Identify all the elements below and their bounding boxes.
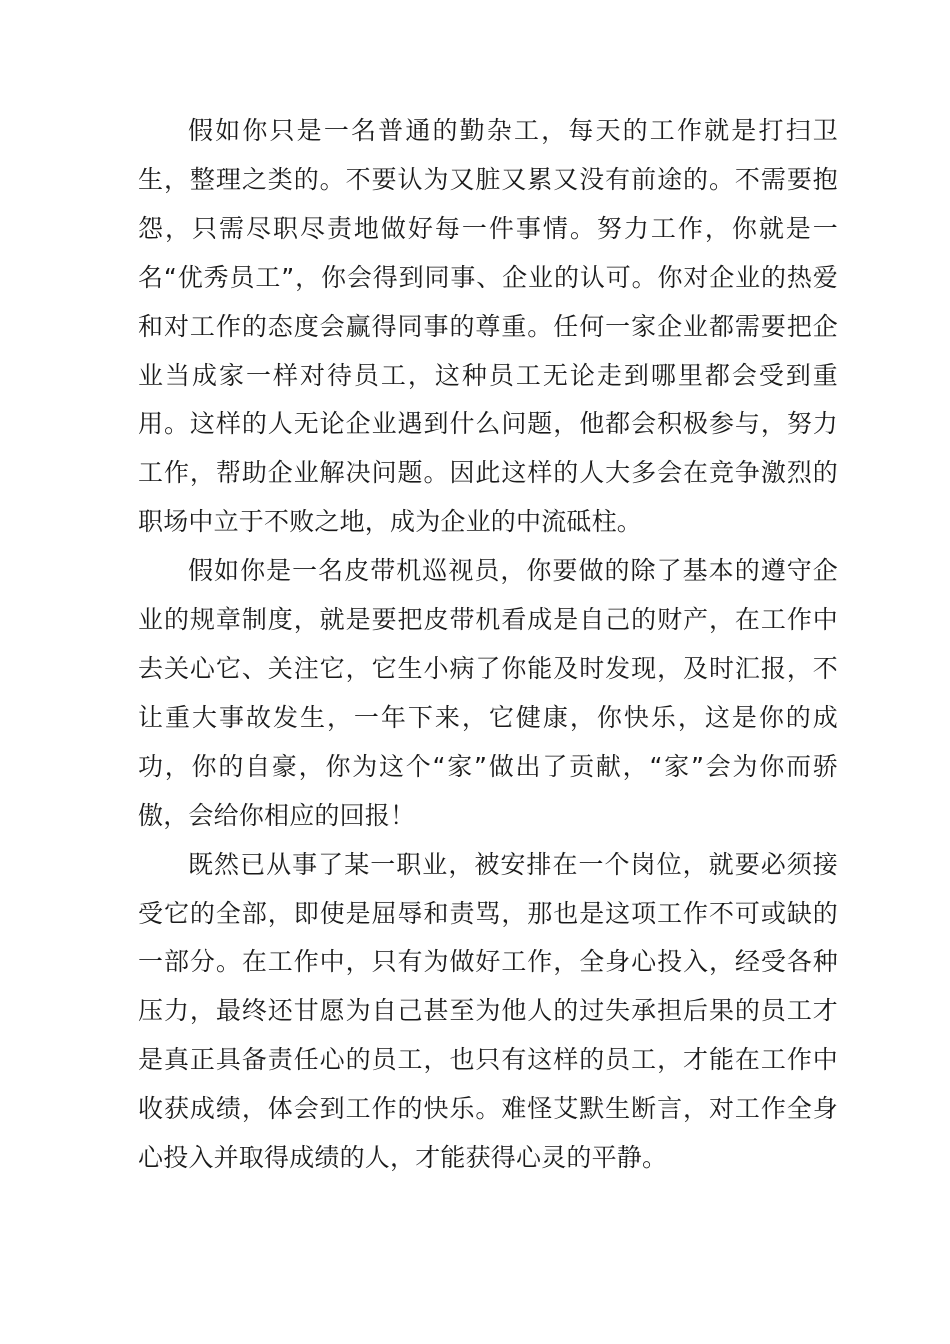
document-body <box>138 107 838 1183</box>
paragraph-1: 假如你只是一名普通的勤杂工，每天的工作就是打扫卫生，整理之类的。不要认为又脏又累又没有前途的。不需要抱怨，只需尽职尽责地做好每一件事情。努力工作，你就是一名“优秀员工”，你会得到同事、企业的认可。你对企业的热爱和对工作的态度会赢得同事的尊重。任何一家企业都需要把企业当成家一样对待员工，这种员工无论走到哪里都会受到重用。这样的人无论企业遇到什么问题，他都会积极参与，努力工作，帮助企业解决问题。因此这样的人大多会在竞争激烈的职场中立于不败之地，成为企业的中流砥柱。 <box>138 116 838 537</box>
paragraph-3: 既然已从事了某一职业，被安排在一个岗位，就要必须接受它的全部，即使是屈辱和责骂，那也是这项工作不可或缺的一部分。在工作中，只有为做好工作，全身心投入，经受各种压力，最终还甘愿为自己甚至为他人的过失承担后果的员工才是真正具备责任心的员工，也只有这样的员工，才能在工作中收获成绩，体会到工作的快乐。难怪艾默生断言，对工作全身心投入并取得成绩的人，才能获得心灵的平静。 <box>138 849 838 1173</box>
paragraph-2: 假如你是一名皮带机巡视员，你要做的除了基本的遵守企业的规章制度，就是要把皮带机看成是自己的财产，在工作中去关心它、关注它，它生小病了你能及时发现，及时汇报，不让重大事故发生，一年下来，它健康，你快乐，这是你的成功，你的自豪，你为这个“家”做出了贡献，“家”会为你而骄傲，会给你相应的回报！ <box>138 556 838 830</box>
